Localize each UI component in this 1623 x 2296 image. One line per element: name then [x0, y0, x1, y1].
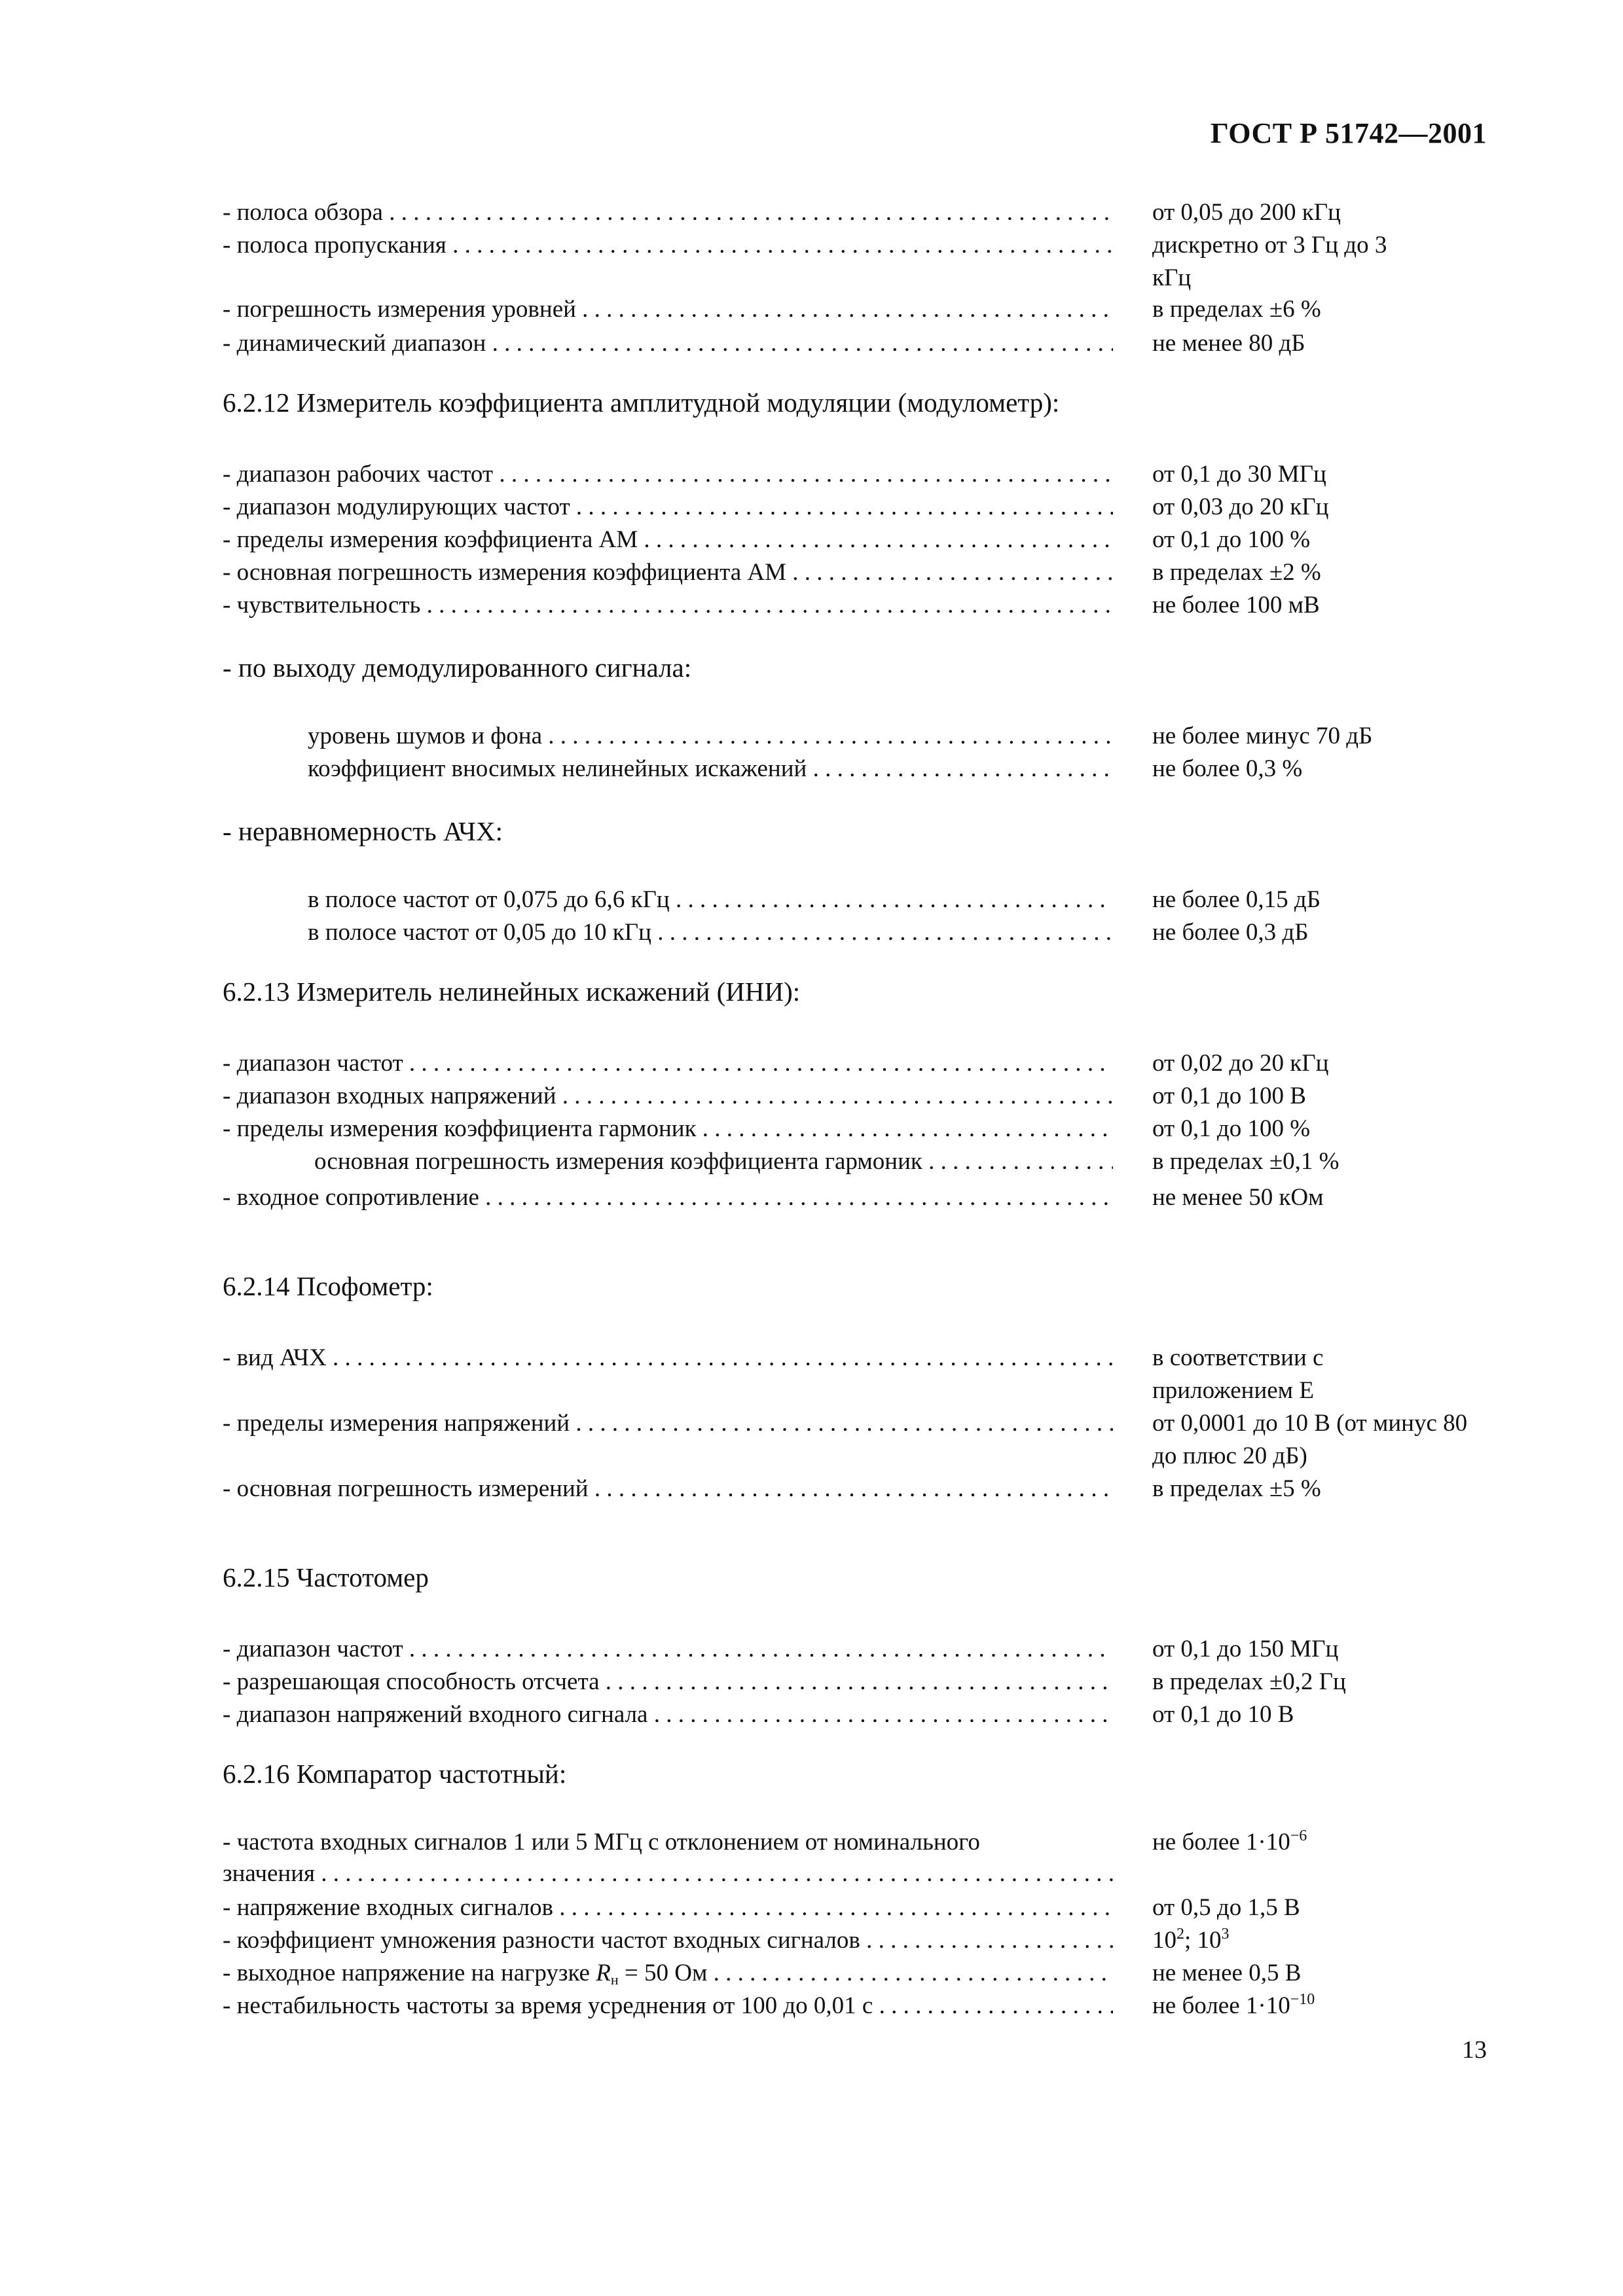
- value-exponent: 2: [1176, 1926, 1184, 1943]
- spec-value: не более 0,3 дБ: [1152, 919, 1309, 946]
- spec-value: от 0,1 до 100 %: [1152, 1115, 1311, 1142]
- spec-label: - диапазон входных напряжений . . .: [223, 1080, 1113, 1113]
- spec-value: [1152, 1990, 1493, 2022]
- section-title: 6.2.12 Измеритель коэффициента амплитудной модуляции (модулометр):: [223, 387, 1060, 418]
- section-title: 6.2.14 Псофометр:: [223, 1271, 433, 1301]
- spec-value: от 0,03 до 20 кГц: [1152, 493, 1329, 520]
- spec-label: - нестабильность частоты за время усреднения от 100 до 0,01 с . . .: [223, 1990, 1113, 2022]
- spec-label: - пределы измерения напряжений . . .: [223, 1407, 1113, 1440]
- page-number: 13: [1462, 2036, 1487, 2064]
- spec-value: не более 0,15 дБ: [1152, 886, 1321, 913]
- spec-value: [1152, 1826, 1493, 1859]
- spec-label: основная погрешность измерения коэффициента гармоник . . .: [314, 1145, 1113, 1178]
- label-text: - выходное напряжение на нагрузке: [223, 1960, 596, 1986]
- spec-label: - чувствительность . . .: [223, 589, 1113, 622]
- value-base: не более 1·10: [1152, 1829, 1290, 1856]
- spec-value: от 0,1 до 150 МГц: [1152, 1636, 1339, 1662]
- subsection-title: - неравномерность АЧХ:: [223, 816, 503, 846]
- subsection-title: - по выходу демодулированного сигнала:: [223, 653, 692, 683]
- spec-label: коэффициент вносимых нелинейных искажений . . .: [308, 753, 1113, 785]
- spec-value: в пределах ±6 %: [1152, 296, 1321, 323]
- spec-value: в пределах ±2 %: [1152, 559, 1321, 586]
- spec-label: - диапазон модулирующих частот . . .: [223, 491, 1113, 524]
- spec-value: [1152, 1924, 1493, 1957]
- resistance-subscript: н: [610, 1971, 619, 1988]
- spec-label: - динамический диапазон . . .: [223, 327, 1113, 360]
- spec-value: от 0,1 до 100 %: [1152, 526, 1311, 553]
- spec-label: - основная погрешность измерений . . .: [223, 1473, 1113, 1505]
- spec-label: в полосе частот от 0,075 до 6,6 кГц . . .: [308, 884, 1113, 916]
- spec-label: - основная погрешность измерения коэффициента АМ . . .: [223, 556, 1113, 589]
- value-exponent: −6: [1290, 1827, 1307, 1844]
- value-exponent: 3: [1221, 1926, 1230, 1943]
- document-header: ГОСТ Р 51742—2001: [1210, 117, 1487, 149]
- value-exponent: −10: [1290, 1991, 1315, 2008]
- resistance-symbol: R: [596, 1960, 611, 1986]
- spec-label: - вид АЧХ . . .: [223, 1342, 1113, 1374]
- value-base: не более 1·10: [1152, 1992, 1290, 2019]
- spec-value: не более 100 мВ: [1152, 592, 1320, 619]
- spec-label: - напряжение входных сигналов . . .: [223, 1892, 1113, 1924]
- spec-label: - полоса пропускания . . .: [223, 229, 1113, 262]
- spec-value: от 0,1 до 30 МГц: [1152, 461, 1326, 488]
- section-title: 6.2.16 Компаратор частотный:: [223, 1759, 567, 1789]
- spec-value: не более минус 70 дБ: [1152, 723, 1373, 749]
- spec-value: дискретно от 3 Гц до 3 кГц: [1152, 232, 1387, 291]
- spec-label: - погрешность измерения уровней . . .: [223, 293, 1113, 326]
- spec-label: - коэффициент умножения разности частот входных сигналов . . .: [223, 1924, 1113, 1957]
- spec-value: в пределах ±5 %: [1152, 1475, 1321, 1502]
- section-title: 6.2.15 Частотомер: [223, 1562, 429, 1592]
- spec-value: от 0,05 до 200 кГц: [1152, 199, 1341, 226]
- spec-label: - входное сопротивление . . .: [223, 1181, 1113, 1214]
- spec-label-line2: значения . . .: [223, 1857, 1113, 1890]
- label-text: = 50 Ом: [618, 1960, 708, 1986]
- spec-label-line1: - частота входных сигналов 1 или 5 МГц с отклонением от номинального: [223, 1829, 980, 1856]
- spec-label: уровень шумов и фона . . .: [308, 720, 1113, 753]
- spec-label: [223, 1957, 1113, 1990]
- spec-label: - полоса обзора . . .: [223, 196, 1113, 229]
- spec-label: в полосе частот от 0,05 до 10 кГц . . .: [308, 916, 1113, 949]
- spec-value: не менее 80 дБ: [1152, 330, 1305, 357]
- spec-label: - диапазон напряжений входного сигнала . . .: [223, 1698, 1113, 1731]
- spec-label: - диапазон частот . . .: [223, 1047, 1113, 1080]
- spec-label: - пределы измерения коэффициента АМ . . .: [223, 524, 1113, 556]
- spec-label: - пределы измерения коэффициента гармоник . . .: [223, 1113, 1113, 1145]
- spec-value: от 0,1 до 100 В: [1152, 1083, 1306, 1109]
- spec-value: не менее 50 кОм: [1152, 1184, 1324, 1211]
- spec-value: от 0,5 до 1,5 В: [1152, 1894, 1300, 1921]
- value-base: ; 10: [1184, 1927, 1222, 1954]
- spec-value: в соответствии с приложением Е: [1152, 1344, 1324, 1404]
- spec-value: в пределах ±0,1 %: [1152, 1148, 1340, 1175]
- spec-value: не более 0,3 %: [1152, 755, 1303, 782]
- spec-label: - разрешающая способность отсчета . . .: [223, 1666, 1113, 1698]
- spec-label: - диапазон рабочих частот . . .: [223, 458, 1113, 491]
- spec-value: от 0,0001 до 10 В (от минус 80 до плюс 20 дБ): [1152, 1410, 1468, 1469]
- spec-label: - диапазон частот . . .: [223, 1633, 1113, 1666]
- section-title: 6.2.13 Измеритель нелинейных искажений (ИНИ):: [223, 977, 801, 1007]
- value-base: 10: [1152, 1927, 1176, 1954]
- spec-value: от 0,1 до 10 В: [1152, 1701, 1294, 1728]
- spec-value: от 0,02 до 20 кГц: [1152, 1050, 1329, 1077]
- spec-value: в пределах ±0,2 Гц: [1152, 1668, 1346, 1695]
- spec-value: не менее 0,5 В: [1152, 1960, 1302, 1986]
